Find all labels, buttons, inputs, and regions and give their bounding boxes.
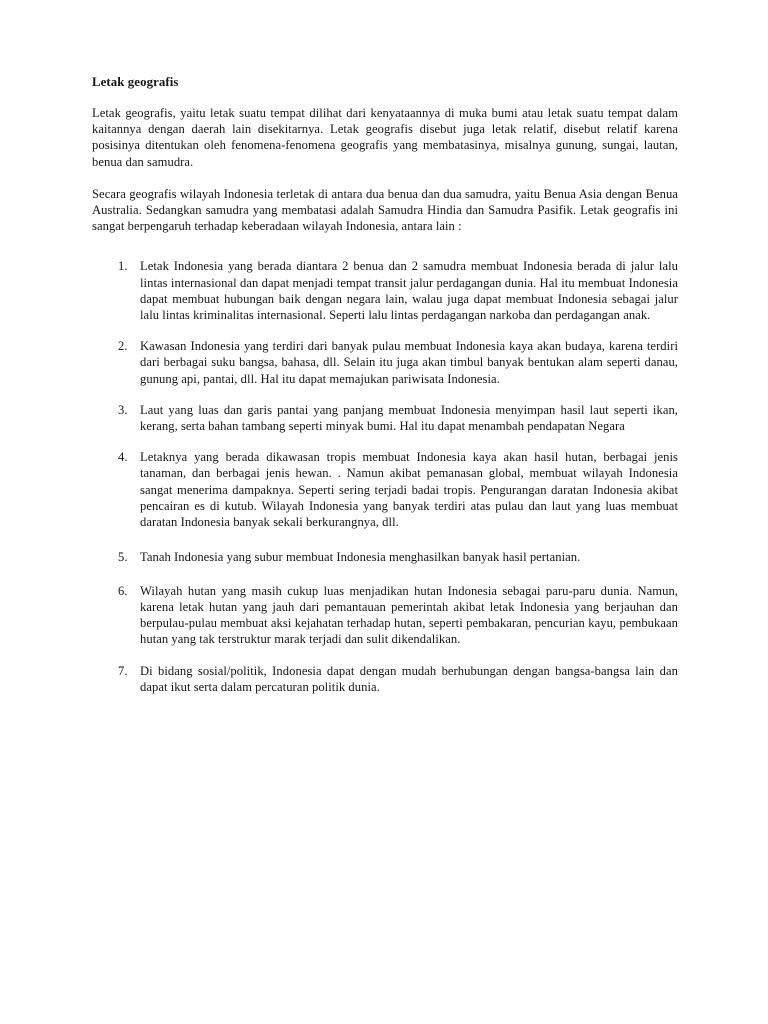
list-item xyxy=(92,449,678,530)
numbered-list xyxy=(92,258,678,695)
list-item-text: Letaknya yang berada dikawasan tropis membuat Indonesia kaya akan hasil hutan, berbagai jenis tanaman, dan berbagai jenis hewan. . Namun akibat pemanasan global, membuat wilayah Indonesia sangat menerima dampaknya. Seperti sering terjadi badai tropis. Pengurangan daratan Indonesia akibat pencairan es di kutub. Wilayah Indonesia yang banyak terdiri atas pulau dan laut yang luas membuat daratan Indonesia banyak sekali berkurangnya, dll. xyxy=(140,450,678,530)
intro-paragraph-2: Secara geografis wilayah Indonesia terletak di antara dua benua dan dua samudra, yaitu Benua Asia dengan Benua Australia. Sedangkan samudra yang membatasi adalah Samudra Hindia dan Samudra Pasifik. Letak geografis ini sangat berpengaruh terhadap keberadaan wilayah Indonesia, antara lain : xyxy=(92,186,678,234)
list-item-marker: 3. xyxy=(118,402,128,417)
list-item-marker: 2. xyxy=(118,339,128,354)
list-item xyxy=(92,663,678,695)
list-item xyxy=(92,583,678,648)
list-item xyxy=(92,338,678,387)
list-item-marker: 4. xyxy=(118,450,128,465)
document-body xyxy=(92,74,678,695)
list-item-text: Di bidang sosial/politik, Indonesia dapat dengan mudah berhubungan dengan bangsa-bangsa lain dan dapat ikut serta dalam percaturan politik dunia. xyxy=(140,663,678,694)
list-item xyxy=(92,402,678,434)
list-item-text: Laut yang luas dan garis pantai yang panjang membuat Indonesia menyimpan hasil laut seperti ikan, kerang, serta bahan tambang seperti minyak bumi. Hal itu dapat menambah pendapatan Negara xyxy=(140,402,678,434)
intro-paragraph-1: Letak geografis, yaitu letak suatu tempat dilihat dari kenyataannya di muka bumi atau letak suatu tempat dalam kaitannya dengan daerah lain disekitarnya. Letak geografis disebut juga letak relatif, disebut relatif karena posisinya ditentukan oleh fenomena-fenomena geografis yang membatasinya, misalnya gunung, sungai, lautan, benua dan samudra. xyxy=(92,106,678,169)
list-item xyxy=(92,545,678,570)
list-item-marker: 7. xyxy=(118,663,128,678)
page-title: Letak geografis xyxy=(92,75,179,89)
list-item-text: Tanah Indonesia yang subur membuat Indonesia menghasilkan banyak hasil pertanian. xyxy=(140,550,581,565)
list-item-marker: 6. xyxy=(118,583,128,598)
list-item xyxy=(92,258,678,323)
list-item-text: Letak Indonesia yang berada diantara 2 benua dan 2 samudra membuat Indonesia berada di jalur lalu lintas internasional dan dapat menjadi tempat transit jalur perdagangan dunia. Hal itu membuat Indonesia dapat membuat hubungan baik dengan negara lain, walau juga dapat membuat Indonesia sebagai jalur lalu lintas kriminalitas internasional. Seperti lalu lintas perdagangan narkoba dan perdagangan anak. xyxy=(140,259,678,323)
list-item-marker: 5. xyxy=(118,550,128,565)
list-item-marker: 1. xyxy=(118,259,128,274)
list-item-text: Wilayah hutan yang masih cukup luas menjadikan hutan Indonesia sebagai paru-paru dunia. Namun, karena letak hutan yang jauh dari pemantauan pemerintah akibat letak Indonesia yang berjauhan dan berpulau-pulau membuat aksi kejahatan terhadap hutan, seperti pembakaran, pencurian kayu, pembukaan hutan yang tak terstruktur marak terjadi dan sulit dikendalikan. xyxy=(140,583,678,647)
list-item-text: Kawasan Indonesia yang terdiri dari banyak pulau membuat Indonesia kaya akan budaya, karena terdiri dari berbagai suku bangsa, bahasa, dll. Selain itu juga akan timbul banyak bentukan alam seperti danau, gunung api, pantai, dll. Hal itu dapat memajukan pariwisata Indonesia. xyxy=(140,339,678,386)
